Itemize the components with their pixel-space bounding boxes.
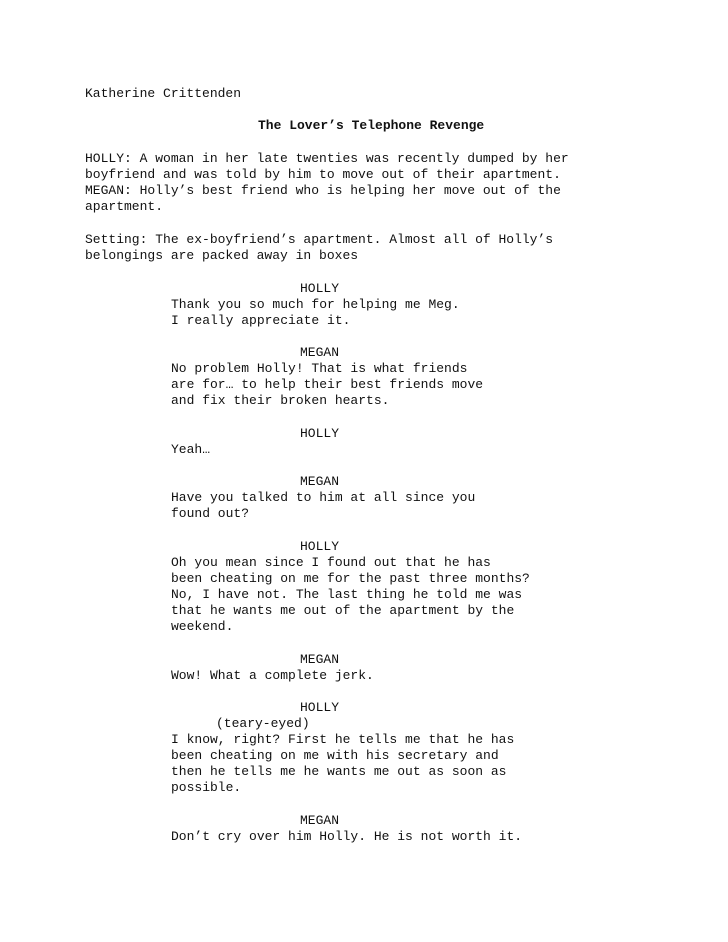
dialogue-line: and fix their broken hearts. bbox=[171, 393, 390, 408]
author-name: Katherine Crittenden bbox=[85, 86, 242, 101]
character-cue: MEGAN bbox=[300, 813, 340, 828]
character-description-line: HOLLY: A woman in her late twenties was recently dumped by her bbox=[85, 151, 569, 166]
setting-line: Setting: The ex-boyfriend’s apartment. Almost all of Holly’s bbox=[85, 232, 554, 247]
play-title: The Lover’s Telephone Revenge bbox=[258, 118, 485, 133]
dialogue-line: I know, right? First he tells me that he has bbox=[171, 732, 515, 747]
dialogue-line: Wow! What a complete jerk. bbox=[171, 668, 374, 683]
dialogue-line: been cheating on me for the past three months? bbox=[171, 571, 530, 586]
dialogue-line: No problem Holly! That is what friends bbox=[171, 361, 468, 376]
dialogue-line: Have you talked to him at all since you bbox=[171, 490, 476, 505]
dialogue-line: found out? bbox=[171, 506, 250, 521]
dialogue-line: that he wants me out of the apartment by the bbox=[171, 603, 515, 618]
dialogue-line: Yeah… bbox=[171, 442, 211, 457]
dialogue-line: then he tells me he wants me out as soon as bbox=[171, 764, 507, 779]
parenthetical: (teary-eyed) bbox=[216, 716, 310, 731]
character-cue: MEGAN bbox=[300, 652, 340, 667]
character-cue: HOLLY bbox=[300, 700, 340, 715]
character-cue: HOLLY bbox=[300, 281, 340, 296]
character-description-line: apartment. bbox=[85, 199, 164, 214]
dialogue-line: Oh you mean since I found out that he has bbox=[171, 555, 491, 570]
dialogue-line: been cheating on me with his secretary and bbox=[171, 748, 499, 763]
dialogue-line: weekend. bbox=[171, 619, 234, 634]
dialogue-line: I really appreciate it. bbox=[171, 313, 351, 328]
dialogue-line: possible. bbox=[171, 780, 242, 795]
dialogue-line: Don’t cry over him Holly. He is not worth it. bbox=[171, 829, 523, 844]
character-cue: HOLLY bbox=[300, 426, 340, 441]
dialogue-line: No, I have not. The last thing he told me was bbox=[171, 587, 523, 602]
character-cue: MEGAN bbox=[300, 474, 340, 489]
dialogue-line: Thank you so much for helping me Meg. bbox=[171, 297, 460, 312]
character-description-line: boyfriend and was told by him to move out of their apartment. bbox=[85, 167, 561, 182]
setting-line: belongings are packed away in boxes bbox=[85, 248, 359, 263]
character-description-line: MEGAN: Holly’s best friend who is helping her move out of the bbox=[85, 183, 561, 198]
dialogue-line: are for… to help their best friends move bbox=[171, 377, 484, 392]
character-cue: HOLLY bbox=[300, 539, 340, 554]
character-cue: MEGAN bbox=[300, 345, 340, 360]
